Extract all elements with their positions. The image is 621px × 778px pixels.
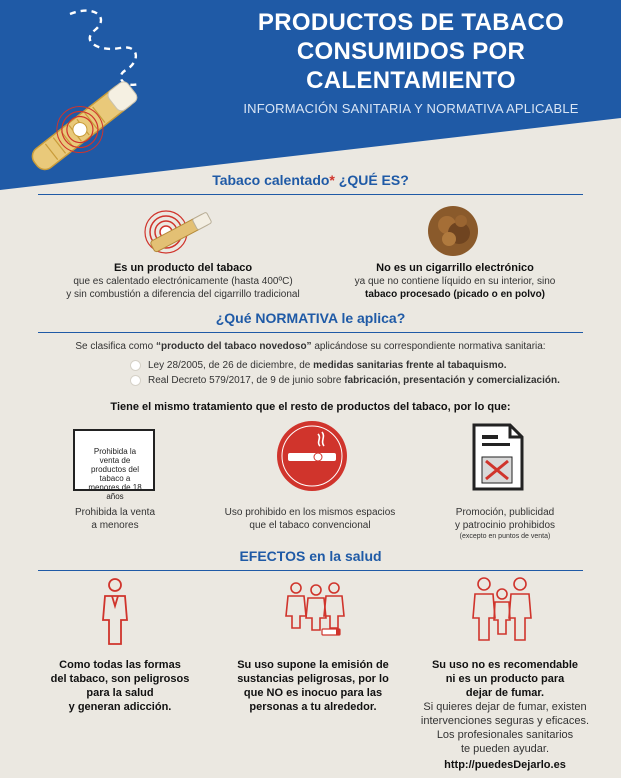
effect-line: que NO es inocuo para las <box>243 687 383 699</box>
normativa-item-1 <box>148 360 507 371</box>
effect-line: te pueden ayudar. <box>460 743 550 755</box>
bullet-dot <box>130 375 141 386</box>
section-title-efectos: EFECTOS en la salud <box>239 548 382 564</box>
page-title-line-1: PRODUCTOS DE TABACO <box>257 9 565 36</box>
section-title-normativa: ¿Qué NORMATIVA le aplica? <box>215 310 406 326</box>
effect-line: del tabaco, son peligrosos <box>50 673 190 685</box>
que-es-right-text <box>325 262 585 301</box>
normativa-intro <box>0 341 621 352</box>
caption-line: que el tabaco convencional <box>249 520 371 531</box>
effect-promo-caption <box>430 506 580 541</box>
normativa-item-2 <box>148 375 560 386</box>
normativa-item-2-bold: fabricación, presentación y comercialización. <box>344 375 560 386</box>
no-smoking-icon <box>276 420 348 492</box>
effect-minors-caption <box>40 506 190 532</box>
normativa-treatment: Tiene el mismo tratamiento que el resto de productos del tabaco, por lo que: <box>110 401 511 413</box>
caption-note: (excepto en puntos de venta) <box>459 533 551 540</box>
effect-line: Su uso supone la emisión de <box>237 659 389 671</box>
effect-line: Si quieres dejar de fumar, existen <box>423 701 587 713</box>
title-block <box>211 8 611 116</box>
document-cross-icon <box>470 421 526 493</box>
normativa-item-1-pre: Ley 28/2005, de 26 de diciembre, de <box>148 360 314 371</box>
caption-line: a menores <box>91 520 139 531</box>
normativa-intro-bold: “producto del tabaco novedoso” <box>155 341 312 352</box>
person-icon <box>95 576 135 648</box>
que-es-right-line2: tabaco procesado (picado o en polvo) <box>364 289 546 300</box>
family-icon <box>470 574 534 644</box>
caption-line: Prohibida la venta <box>74 507 156 518</box>
que-es-left-text <box>48 262 318 301</box>
section-title-que-es-question: ¿QUÉ ES? <box>334 172 409 188</box>
divider <box>38 332 583 333</box>
caption-line: Uso prohibido en los mismos espacios <box>224 507 396 518</box>
normativa-item-1-bold: medidas sanitarias frente al tabaquismo. <box>313 360 507 371</box>
que-es-right-line1: ya que no contiene líquido en su interior, sino <box>354 276 556 287</box>
effect-line: para la salud <box>86 687 154 699</box>
caption-line: Promoción, publicidad <box>455 507 555 518</box>
que-es-left-line2: y sin combustión a diferencia del cigarrillo tradicional <box>66 289 300 300</box>
effect-line: sustancias peligrosas, por lo <box>237 673 389 685</box>
divider <box>38 194 583 195</box>
effects-col-1 <box>40 658 200 714</box>
section-title-que-es <box>0 172 621 188</box>
effect-spaces-caption <box>220 506 400 532</box>
divider <box>38 570 583 571</box>
effect-line: ni es un producto para <box>445 673 565 685</box>
minors-sale-card <box>73 429 155 501</box>
effect-line: Como todas las formas <box>59 659 181 671</box>
page-title-line-3: CALENTAMIENTO <box>306 67 516 94</box>
page-subtitle: INFORMACIÓN SANITARIA Y NORMATIVA APLICABLE <box>243 101 579 116</box>
effect-line: Su uso no es recomendable <box>431 659 579 671</box>
normativa-item-2-pre: Real Decreto 579/2017, de 9 de junio sobre <box>148 375 345 386</box>
group-icon <box>276 580 356 638</box>
page-title-line-2: CONSUMIDOS POR <box>296 38 526 65</box>
normativa-intro-pre: Se clasifica como <box>75 341 156 352</box>
effect-line: y generan adicción. <box>68 701 172 713</box>
asterisk-mark: * <box>329 172 335 188</box>
que-es-left-line1: que es calentado electrónicamente (hasta 400ºC) <box>73 276 293 287</box>
cigarette-device-icon <box>12 74 162 174</box>
effect-line: Los profesionales sanitarios <box>436 729 574 741</box>
effects-col-3 <box>410 658 600 772</box>
bullet-dot <box>130 360 141 371</box>
effects-col-2 <box>228 658 398 714</box>
section-title-que-es-main: Tabaco calentado <box>212 172 330 188</box>
caption-line: y patrocinio prohibidos <box>454 520 556 531</box>
effect-line: personas a tu alrededor. <box>249 701 377 713</box>
effect-line: intervenciones seguras y eficaces. <box>420 715 590 727</box>
que-es-left-bold: Es un producto del tabaco <box>113 262 253 274</box>
tobacco-leaf-icon <box>425 203 481 259</box>
minors-sale-card-text: Prohibida la venta de productos del tabaco a menores de 18 años <box>88 447 142 501</box>
normativa-intro-post: aplicándose su correspondiente normativa sanitaria: <box>311 341 546 352</box>
que-es-right-bold: No es un cigarrillo electrónico <box>376 262 534 274</box>
effect-line: dejar de fumar. <box>465 687 545 699</box>
website-link[interactable]: http://puedesDejarlo.es <box>444 759 566 771</box>
header-banner <box>0 0 621 190</box>
heated-stick-icon <box>138 200 228 260</box>
